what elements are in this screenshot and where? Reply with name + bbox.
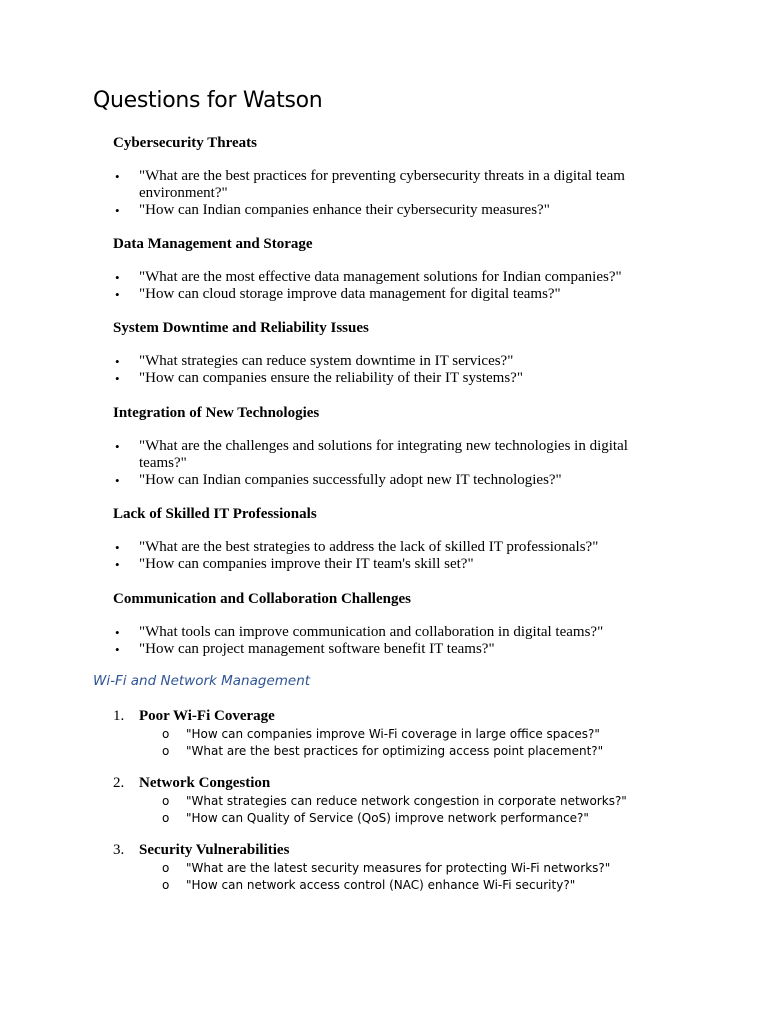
sub-list-item [113, 726, 713, 743]
bullet-icon: • [115, 354, 120, 369]
circle-bullet-icon: o [162, 810, 170, 825]
question-text: "What are the best practices for optimizing access point placement?" [186, 743, 604, 758]
bullet-icon: • [115, 371, 120, 386]
bullet-icon: • [115, 540, 120, 555]
question-text: "What are the challenges and solutions for integrating new technologies in digital teams?" [139, 438, 628, 471]
numbered-item-security-vulnerabilities [113, 841, 713, 893]
list-item [113, 269, 673, 286]
bullet-icon: • [115, 642, 120, 657]
list-item [113, 624, 673, 641]
section-heading: System Downtime and Reliability Issues [113, 320, 369, 336]
item-number: 3. [113, 842, 125, 858]
item-title: Security Vulnerabilities [139, 842, 290, 858]
bullet-icon: • [115, 557, 120, 572]
question-text: "What are the latest security measures for protecting Wi-Fi networks?" [186, 861, 611, 875]
sub-list-item [113, 810, 713, 827]
numbered-item-title [113, 774, 713, 792]
bullet-icon: • [115, 287, 120, 302]
section-system-downtime [113, 319, 673, 387]
list-item [113, 556, 673, 573]
bullet-list [113, 269, 673, 303]
bullet-icon: • [115, 270, 120, 285]
sub-list [113, 860, 713, 893]
bullet-list [113, 624, 673, 658]
section-heading: Communication and Collaboration Challenges [113, 591, 411, 607]
item-number: 1. [113, 708, 125, 724]
list-item [113, 168, 673, 202]
section-heading: Data Management and Storage [113, 236, 313, 252]
section-heading: Lack of Skilled IT Professionals [113, 506, 317, 522]
sub-list [113, 726, 713, 759]
wifi-section-heading: Wi-Fi and Network Management [93, 673, 311, 689]
sub-list-item [113, 860, 713, 877]
sub-list-item [113, 743, 713, 760]
bullet-list [113, 539, 673, 573]
bullet-icon: • [115, 203, 120, 218]
sub-list-item [113, 793, 713, 810]
item-title: Network Congestion [139, 775, 271, 791]
list-item [113, 370, 673, 387]
sub-list-item [113, 877, 713, 894]
circle-bullet-icon: o [162, 727, 170, 741]
numbered-item-title [113, 841, 713, 859]
circle-bullet-icon: o [162, 861, 170, 875]
question-text: "What strategies can reduce system downtime in IT services?" [139, 353, 514, 369]
page-title: Questions for Watson [93, 88, 323, 113]
bullet-icon: • [115, 439, 120, 454]
question-text: "How can companies improve their IT team's skill set?" [139, 556, 474, 572]
bullet-icon: • [115, 473, 120, 488]
section-data-management [113, 235, 673, 303]
question-text: "What are the best practices for preventing cybersecurity threats in a digital team environment?" [139, 168, 625, 201]
section-heading: Integration of New Technologies [113, 405, 320, 421]
item-title: Poor Wi-Fi Coverage [139, 708, 275, 724]
numbered-item-network-congestion [113, 774, 713, 826]
item-number: 2. [113, 775, 125, 791]
bullet-list [113, 438, 673, 489]
question-text: "How can Indian companies successfully adopt new IT technologies?" [139, 472, 562, 488]
section-heading: Cybersecurity Threats [113, 135, 258, 151]
list-item [113, 641, 673, 658]
list-item [113, 353, 673, 370]
question-text: "How can Indian companies enhance their cybersecurity measures?" [139, 202, 550, 218]
question-text: "What strategies can reduce network congestion in corporate networks?" [186, 794, 627, 808]
bullet-icon: • [115, 169, 120, 184]
list-item [113, 472, 673, 489]
section-integration [113, 404, 673, 489]
list-item [113, 438, 673, 472]
list-item [113, 286, 673, 303]
question-text: "How can companies improve Wi-Fi coverage in large office spaces?" [186, 727, 600, 741]
list-item [113, 539, 673, 556]
circle-bullet-icon: o [162, 877, 170, 892]
bullet-list [113, 168, 673, 219]
bullet-icon: • [115, 625, 120, 640]
question-text: "What tools can improve communication and collaboration in digital teams?" [139, 624, 604, 640]
sub-list [113, 793, 713, 826]
numbered-item-wifi-coverage [113, 707, 713, 759]
question-text: "How can Quality of Service (QoS) improve network performance?" [186, 810, 589, 825]
question-text: "How can network access control (NAC) enhance Wi-Fi security?" [186, 877, 576, 892]
question-text: "How can project management software benefit IT teams?" [139, 641, 495, 657]
section-communication [113, 590, 673, 658]
section-skilled-professionals [113, 505, 673, 573]
question-text: "What are the best strategies to address the lack of skilled IT professionals?" [139, 539, 599, 555]
list-item [113, 202, 673, 219]
question-text: "What are the most effective data management solutions for Indian companies?" [139, 269, 622, 285]
section-cybersecurity [113, 134, 673, 219]
question-text: "How can companies ensure the reliability of their IT systems?" [139, 370, 523, 386]
bullet-list [113, 353, 673, 387]
circle-bullet-icon: o [162, 743, 170, 758]
circle-bullet-icon: o [162, 794, 170, 808]
numbered-item-title [113, 707, 713, 725]
question-text: "How can cloud storage improve data management for digital teams?" [139, 286, 561, 302]
